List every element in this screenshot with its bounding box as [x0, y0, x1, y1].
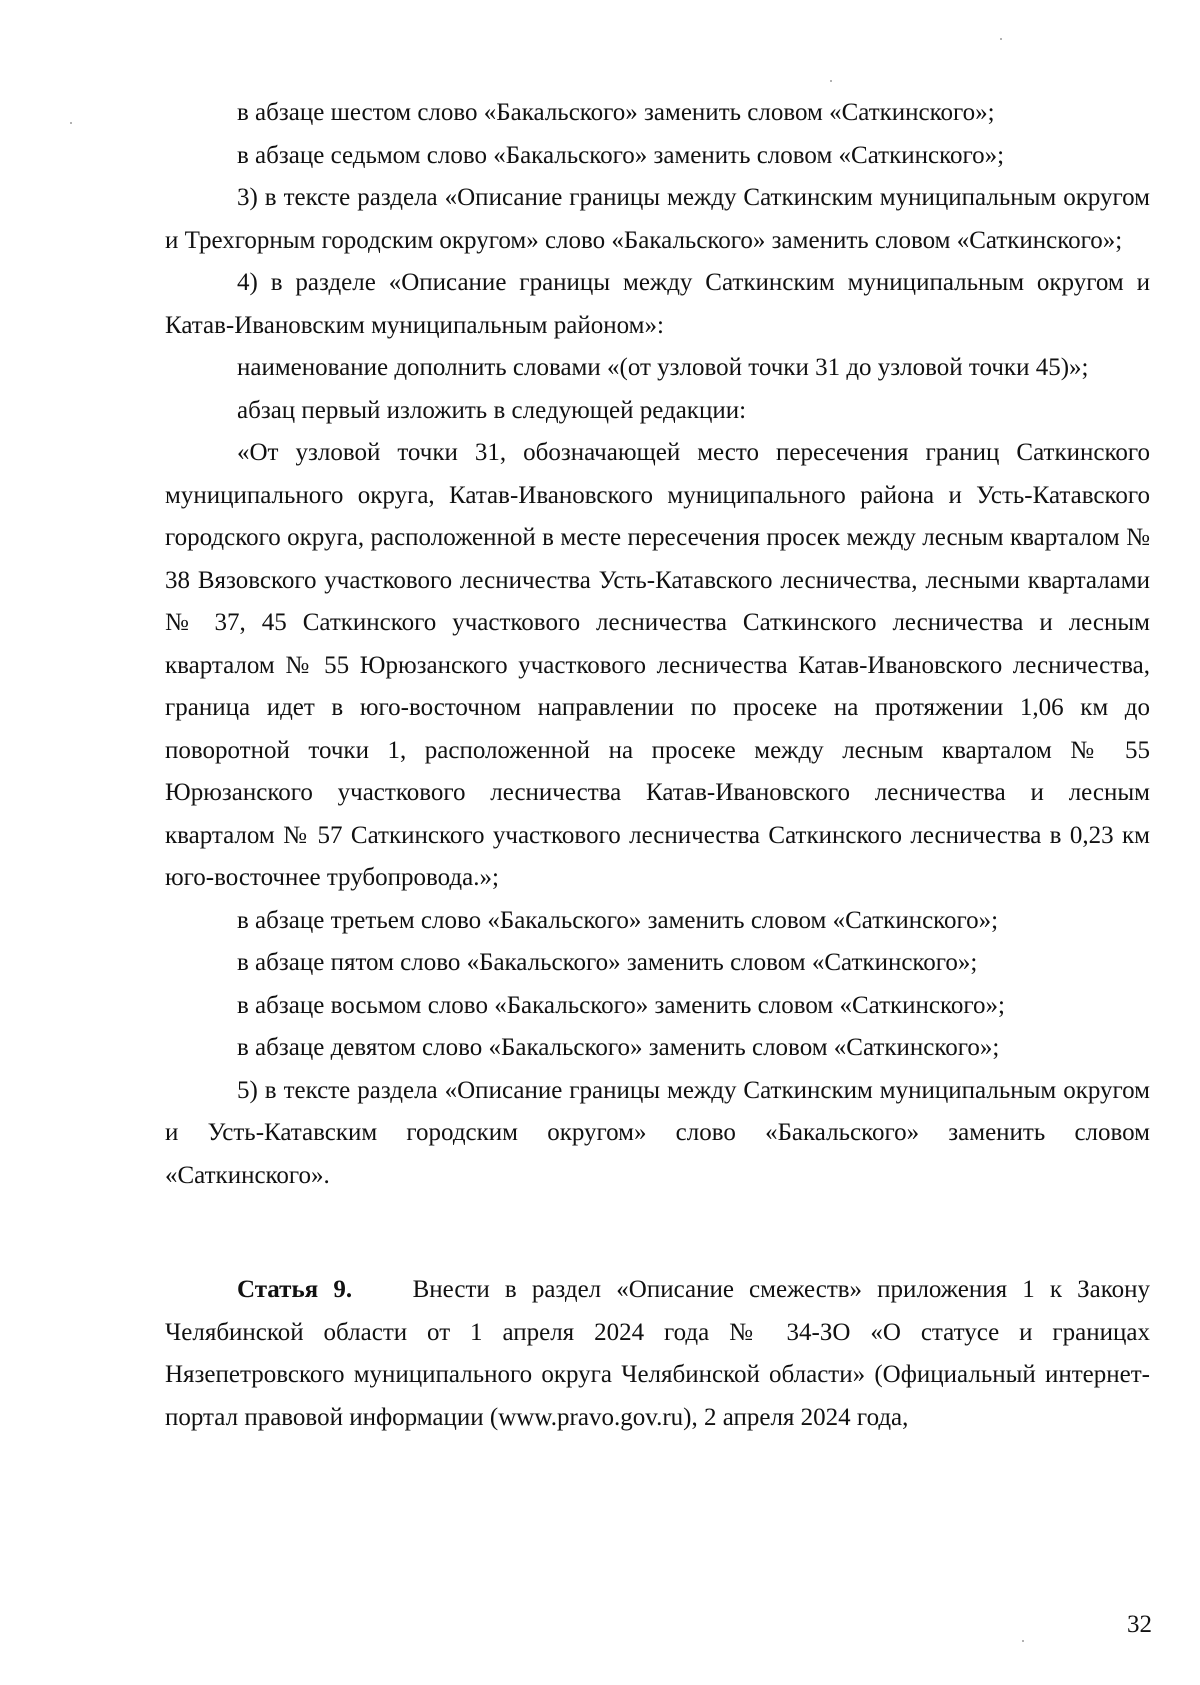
paragraph-9: в абзаце пятом слово «Бакальского» заменить словом «Саткинского»; [237, 949, 978, 976]
paragraph-4: 4) в разделе «Описание границы между Саткинским муниципальным округом и Катав-Ивановским муниципальным районом»: [165, 269, 1150, 339]
document-body [165, 92, 1150, 1439]
paragraph-10: в абзаце восьмом слово «Бакальского» заменить словом «Саткинского»; [237, 991, 1005, 1019]
article-9-paragraph [165, 1269, 1150, 1439]
article-text: Внести в раздел «Описание смежеств» приложения 1 к Закону Челябинской области от 1 апреля 2024 года № 34-ЗО «О статусе и границах Нязепетровского муниципального округа Челябинской области» (Официальный интернет-портал правовой информации (www.pravo.gov.ru), 2 апреля 2024 года, [165, 1276, 1150, 1431]
paragraph-7-quoted-text: «От узловой точки 31, обозначающей место пересечения границ Саткинского муниципального округа, Катав-Ивановского муниципального района и Усть-Катавского городского округа, расположенной в месте пересечения просек между лесным кварталом № 38 Вязовского участкового лесничества Усть-Катавского лесничества, лесными кварталами № 37, 45 Саткинского участкового лесничества Саткинского лесничества и лесным кварталом № 55 Юрюзанского участкового лесничества Катав-Ивановского лесничества, граница идет в юго-восточном направлении по просеке на протяжении 1,06 км до поворотной точки 1, расположенной на просеке между лесным кварталом № 55 Юрюзанского участкового лесничества Катав-Ивановского лесничества и лесным кварталом № 57 Саткинского участкового лесничества Саткинского лесничества в 0,23 км юго-восточнее трубопровода.»; [165, 439, 1150, 891]
article-title: Статья 9. [237, 1276, 353, 1303]
scan-artifact [1022, 1640, 1024, 1642]
page-number: 32 [1127, 1611, 1152, 1638]
paragraph-1: в абзаце шестом слово «Бакальского» заменить словом «Саткинского»; [237, 99, 995, 126]
paragraph-5: наименование дополнить словами «(от узловой точки 31 до узловой точки 45)»; [237, 354, 1089, 381]
paragraph-12: 5) в тексте раздела «Описание границы между Саткинским муниципальным округом и Усть-Катавским городским округом» слово «Бакальского» заменить словом «Саткинского». [165, 1076, 1150, 1189]
scan-artifact [70, 122, 72, 124]
paragraph-11: в абзаце девятом слово «Бакальского» заменить словом «Саткинского»; [237, 1034, 1000, 1061]
paragraph-3: 3) в тексте раздела «Описание границы между Саткинским муниципальным округом и Трехгорным городским округом» слово «Бакальского» заменить словом «Саткинского»; [165, 184, 1150, 254]
paragraph-8: в абзаце третьем слово «Бакальского» заменить словом «Саткинского»; [237, 906, 999, 934]
section-gap [165, 1197, 1150, 1269]
paragraph-2: в абзаце седьмом слово «Бакальского» заменить словом «Саткинского»; [237, 141, 1005, 169]
paragraph-6: абзац первый изложить в следующей редакции: [237, 396, 747, 424]
scan-artifact [830, 80, 832, 82]
scan-artifact [1000, 38, 1002, 40]
